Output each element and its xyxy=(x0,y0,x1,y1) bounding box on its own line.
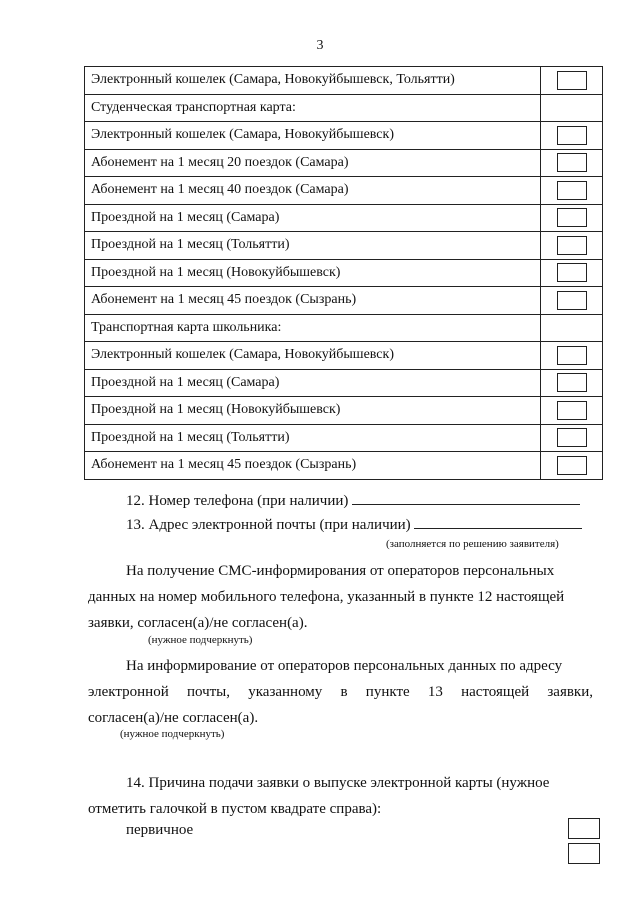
card-option-row xyxy=(85,259,603,287)
card-option-checkbox[interactable] xyxy=(557,373,587,392)
checkbox-cell xyxy=(541,287,603,315)
page-number: 3 xyxy=(316,38,324,53)
card-option-checkbox[interactable] xyxy=(557,153,587,172)
checkbox-cell xyxy=(541,259,603,287)
checkbox-cell xyxy=(541,67,603,95)
sms-underline-note: (нужное подчеркнуть) xyxy=(148,634,253,646)
card-type-rows xyxy=(85,67,603,480)
card-option-checkbox[interactable] xyxy=(557,236,587,255)
card-option-label: Электронный кошелек (Самара, Новокуйбышевск) xyxy=(85,342,541,370)
card-group-heading: Транспортная карта школьника: xyxy=(85,314,541,342)
card-option-row xyxy=(85,369,603,397)
card-option-checkbox[interactable] xyxy=(557,208,587,227)
card-option-label: Электронный кошелек (Самара, Новокуйбышевск, Тольятти) xyxy=(85,67,541,95)
phone-field-row xyxy=(126,490,580,510)
card-group-heading-row xyxy=(85,314,603,342)
card-option-label: Проездной на 1 месяц (Новокуйбышевск) xyxy=(85,397,541,425)
checkbox-cell xyxy=(541,232,603,260)
card-option-label: Абонемент на 1 месяц 45 поездок (Сызрань) xyxy=(85,452,541,480)
phone-label: 12. Номер телефона (при наличии) xyxy=(126,493,349,509)
reason-primary-checkbox[interactable] xyxy=(568,818,600,839)
sms-consent-line-2: данных на номер мобильного телефона, указанный в пункте 12 настоящей xyxy=(88,589,565,605)
card-option-checkbox[interactable] xyxy=(557,401,587,420)
phone-input[interactable] xyxy=(352,490,580,505)
card-option-row xyxy=(85,397,603,425)
card-option-checkbox[interactable] xyxy=(557,428,587,447)
checkbox-cell xyxy=(541,397,603,425)
card-option-label: Проездной на 1 месяц (Самара) xyxy=(85,204,541,232)
card-option-label: Абонемент на 1 месяц 20 поездок (Самара) xyxy=(85,149,541,177)
card-option-row xyxy=(85,452,603,480)
checkbox-cell xyxy=(541,94,603,122)
card-option-checkbox[interactable] xyxy=(557,346,587,365)
card-option-row xyxy=(85,122,603,150)
card-option-checkbox[interactable] xyxy=(557,181,587,200)
card-option-row xyxy=(85,177,603,205)
card-option-label: Проездной на 1 месяц (Самара) xyxy=(85,369,541,397)
card-option-label: Проездной на 1 месяц (Тольятти) xyxy=(85,232,541,260)
card-option-row xyxy=(85,424,603,452)
card-option-row xyxy=(85,287,603,315)
reason-secondary-checkbox[interactable] xyxy=(568,843,600,864)
card-option-label: Абонемент на 1 месяц 40 поездок (Самара) xyxy=(85,177,541,205)
card-option-checkbox[interactable] xyxy=(557,456,587,475)
email-consent-line-1: На информирование от операторов персональных данных по адресу xyxy=(126,658,563,674)
card-option-row xyxy=(85,67,603,95)
email-input[interactable] xyxy=(414,514,582,529)
sms-consent-paragraph xyxy=(88,558,593,636)
email-consent-line-3[interactable]: согласен(а)/не согласен(а). xyxy=(88,710,259,726)
card-option-checkbox[interactable] xyxy=(557,71,587,90)
email-field-row xyxy=(126,514,582,534)
checkbox-cell xyxy=(541,177,603,205)
email-label: 13. Адрес электронной почты (при наличии) xyxy=(126,517,411,533)
checkbox-cell xyxy=(541,369,603,397)
card-group-heading-row xyxy=(85,94,603,122)
checkbox-cell xyxy=(541,204,603,232)
card-group-heading: Студенческая транспортная карта: xyxy=(85,94,541,122)
sms-consent-line-1: На получение СМС-информирования от операторов персональных xyxy=(126,563,555,579)
card-option-label: Абонемент на 1 месяц 45 поездок (Сызрань) xyxy=(85,287,541,315)
reason-line-1: 14. Причина подачи заявки о выпуске электронной карты (нужное xyxy=(126,775,550,791)
card-option-label: Проездной на 1 месяц (Новокуйбышевск) xyxy=(85,259,541,287)
card-option-row xyxy=(85,149,603,177)
card-option-label: Проездной на 1 месяц (Тольятти) xyxy=(85,424,541,452)
card-option-row xyxy=(85,342,603,370)
email-consent-line-2: электронной почты, указанному в пункте 13 настоящей заявки, xyxy=(88,684,593,700)
card-option-checkbox[interactable] xyxy=(557,291,587,310)
fill-note: (заполняется по решению заявителя) xyxy=(386,538,559,550)
email-consent-paragraph xyxy=(88,653,593,731)
card-option-row xyxy=(85,204,603,232)
checkbox-cell xyxy=(541,314,603,342)
email-underline-note: (нужное подчеркнуть) xyxy=(120,728,225,740)
card-type-table xyxy=(84,66,603,480)
sms-consent-line-3[interactable]: заявки, согласен(а)/не согласен(а). xyxy=(88,615,308,631)
card-option-row xyxy=(85,232,603,260)
reason-primary-label: первичное xyxy=(126,822,194,838)
checkbox-cell xyxy=(541,424,603,452)
reason-paragraph xyxy=(88,770,593,822)
card-option-checkbox[interactable] xyxy=(557,263,587,282)
card-option-checkbox[interactable] xyxy=(557,126,587,145)
card-option-label: Электронный кошелек (Самара, Новокуйбышевск) xyxy=(85,122,541,150)
checkbox-cell xyxy=(541,149,603,177)
reason-line-2: отметить галочкой в пустом квадрате справа): xyxy=(88,801,382,817)
checkbox-cell xyxy=(541,452,603,480)
checkbox-cell xyxy=(541,342,603,370)
checkbox-cell xyxy=(541,122,603,150)
